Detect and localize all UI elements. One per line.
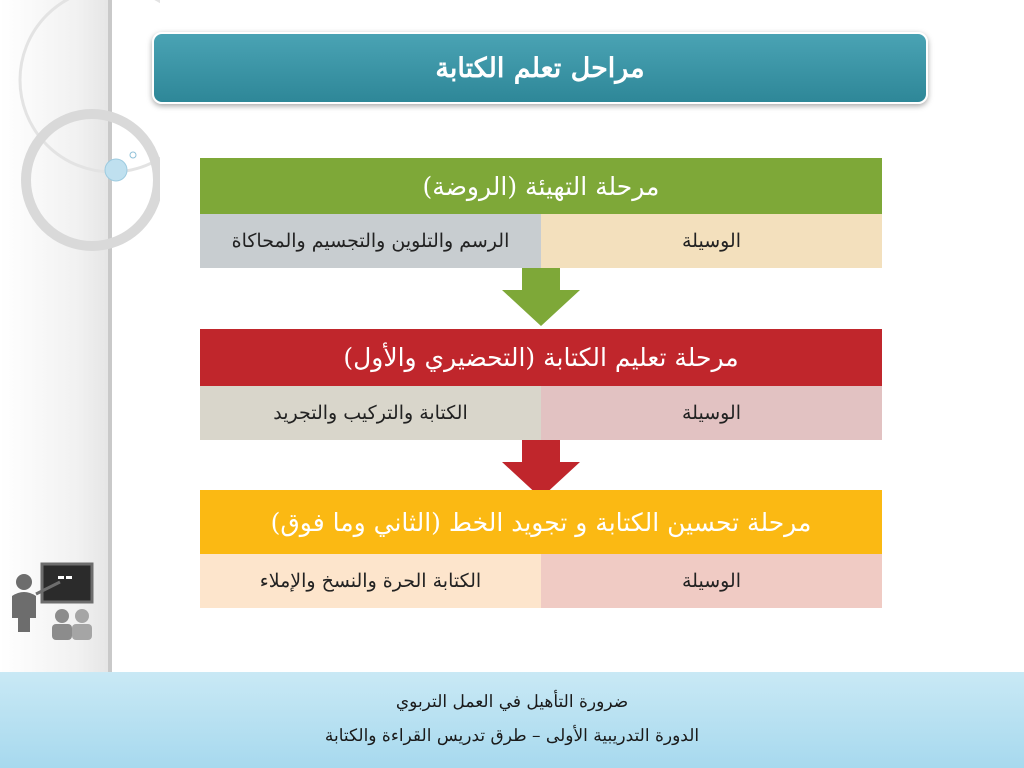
stage-2-means-label — [541, 386, 882, 440]
stage-3-means-label-text: الوسيلة — [681, 570, 741, 592]
deco-dot-large — [105, 159, 127, 181]
footer-line-2: الدورة التدريبية الأولى – طرق تدريس القراءة والكتابة — [324, 726, 700, 746]
stage-2-heading-text: مرحلة تعليم الكتابة (التحضيري والأول) — [343, 343, 739, 372]
stage-3-means-value — [200, 554, 541, 608]
stage-1-means-row — [200, 214, 882, 268]
stage-1-means-label — [541, 214, 882, 268]
stage-2-means-value — [200, 386, 541, 440]
stage-1-means-label-text: الوسيلة — [681, 230, 741, 252]
title-banner — [152, 32, 928, 104]
stage-2-means-value-text: الكتابة والتركيب والتجريد — [273, 402, 468, 424]
stage-1-means-value — [200, 214, 541, 268]
stage-3-means-row — [200, 554, 882, 608]
down-arrow-green-icon — [500, 268, 582, 328]
stage-3-heading-text: مرحلة تحسين الكتابة و تجويد الخط (الثاني وما فوق) — [270, 507, 812, 537]
deco-ring-inner — [26, 114, 158, 246]
teacher-classroom-icon — [6, 560, 96, 642]
deco-dot-small — [130, 152, 136, 158]
stage-3-heading — [200, 490, 882, 554]
stage-1-heading — [200, 158, 882, 214]
page-title: مراحل تعلم الكتابة — [435, 52, 645, 84]
stage-1-heading-text: مرحلة التهيئة (الروضة) — [422, 171, 660, 201]
stage-2-means-label-text: الوسيلة — [681, 402, 741, 424]
stage-3-means-value-text: الكتابة الحرة والنسخ والإملاء — [259, 570, 482, 592]
stage-2-means-row — [200, 386, 882, 440]
decorative-rings — [0, 0, 160, 260]
footer-line-1: ضرورة التأهيل في العمل التربوي — [395, 692, 629, 712]
footer — [0, 672, 1024, 768]
stage-2-heading — [200, 329, 882, 386]
stage-1-means-value-text: الرسم والتلوين والتجسيم والمحاكاة — [231, 230, 510, 252]
stage-3-means-label — [541, 554, 882, 608]
